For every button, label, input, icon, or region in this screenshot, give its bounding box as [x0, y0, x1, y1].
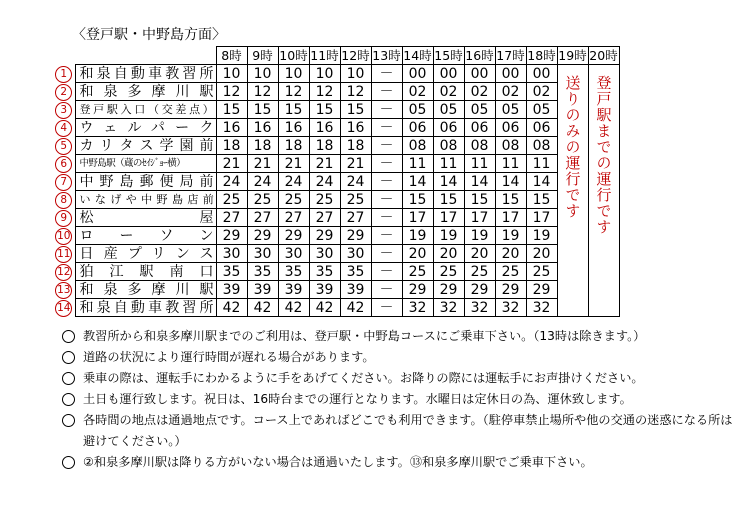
stop-number-cell	[53, 281, 75, 299]
stop-number-badge: 11	[55, 246, 72, 263]
time-cell: 15	[216, 101, 247, 119]
time-cell: 14	[495, 173, 526, 191]
stop-number-cell	[53, 65, 75, 83]
time-cell: －	[371, 191, 402, 209]
note-item	[60, 326, 740, 347]
time-cell: 14	[402, 173, 433, 191]
time-cell: 17	[526, 209, 557, 227]
hour-header: 20時	[589, 47, 618, 63]
time-cell: 11	[464, 155, 495, 173]
time-cell: 42	[278, 299, 309, 317]
stop-number-cell	[53, 83, 75, 101]
circle-bullet-icon	[62, 414, 75, 427]
time-cell: 20	[526, 245, 557, 263]
time-cell: 16	[309, 119, 340, 137]
time-cell: 08	[433, 137, 464, 155]
time-cell: 17	[433, 209, 464, 227]
time-cell: 15	[278, 101, 309, 119]
time-cell: 14	[464, 173, 495, 191]
time-cell: 25	[216, 191, 247, 209]
circle-bullet-icon	[62, 330, 75, 343]
stop-name: 中野島駅（蔵のｾｲｼﾞｮｰ横）	[75, 155, 216, 173]
time-cell: 25	[495, 263, 526, 281]
stop-name: 狛 江 駅 南 口	[75, 263, 216, 281]
time-cell: －	[371, 263, 402, 281]
col-20-note: 登戸駅までの運行です	[594, 75, 613, 235]
stop-number-cell	[53, 209, 75, 227]
stop-number-badge: 4	[55, 120, 72, 137]
time-cell: 27	[309, 209, 340, 227]
stop-number-badge: 6	[55, 156, 72, 173]
time-cell: 10	[309, 65, 340, 83]
table-row	[53, 101, 619, 119]
time-cell: 16	[216, 119, 247, 137]
stop-name: ロ ー ソ ン	[75, 227, 216, 245]
time-cell: 12	[247, 83, 278, 101]
time-cell: 05	[526, 101, 557, 119]
table-row	[53, 209, 619, 227]
hour-header: 14時	[403, 47, 432, 63]
hour-header: 18時	[527, 47, 556, 63]
note-item	[60, 410, 740, 452]
time-cell: 39	[247, 281, 278, 299]
time-cell: 24	[216, 173, 247, 191]
time-cell: 05	[495, 101, 526, 119]
time-cell: 15	[526, 191, 557, 209]
hour-header: 19時	[558, 47, 587, 63]
time-cell: 06	[464, 119, 495, 137]
time-cell: 18	[216, 137, 247, 155]
time-cell: 29	[340, 227, 371, 245]
time-cell: 10	[340, 65, 371, 83]
time-cell: 29	[526, 281, 557, 299]
time-cell: 08	[495, 137, 526, 155]
time-cell: 15	[464, 191, 495, 209]
table-row	[53, 173, 619, 191]
stop-number-badge: 14	[55, 300, 72, 317]
note-text: 教習所から和泉多摩川駅までのご利用は、登戸駅・中野島コースにご乗車下さい。（13時は除きます。）	[83, 329, 646, 343]
time-cell: 16	[247, 119, 278, 137]
time-cell: －	[371, 119, 402, 137]
header-spacer	[75, 47, 216, 65]
time-cell: －	[371, 209, 402, 227]
time-cell: 42	[247, 299, 278, 317]
hour-header: 10時	[279, 47, 308, 63]
time-cell: 39	[309, 281, 340, 299]
note-text: 土日も運行致します。祝日は、16時台までの運行となります。水曜日は定休日の為、運休致します。	[83, 392, 632, 406]
time-cell: 17	[402, 209, 433, 227]
header-spacer	[53, 47, 75, 65]
time-cell: 25	[340, 191, 371, 209]
time-cell: 30	[340, 245, 371, 263]
time-cell: 25	[247, 191, 278, 209]
timetable-body	[53, 47, 619, 317]
note-text: 乗車の際は、運転手にわかるように手をあげてください。お降りの際には運転手にお声掛けください。	[83, 371, 644, 385]
hour-header: 17時	[496, 47, 525, 63]
stop-name: 登戸駅入口（交差点）	[75, 101, 216, 119]
time-cell: 06	[526, 119, 557, 137]
notes-section	[60, 326, 740, 473]
stop-number-cell	[53, 173, 75, 191]
time-cell: －	[371, 173, 402, 191]
stop-name: ウェルパーク	[75, 119, 216, 137]
time-cell: 08	[402, 137, 433, 155]
time-cell: 39	[340, 281, 371, 299]
time-cell: 00	[464, 65, 495, 83]
time-cell: 21	[247, 155, 278, 173]
time-cell: 35	[216, 263, 247, 281]
time-cell: 32	[495, 299, 526, 317]
stop-number-cell	[53, 155, 75, 173]
time-cell: 19	[495, 227, 526, 245]
time-cell: －	[371, 299, 402, 317]
time-cell: 21	[309, 155, 340, 173]
time-cell: 18	[340, 137, 371, 155]
table-row	[53, 299, 619, 317]
table-row	[53, 191, 619, 209]
time-cell: 02	[526, 83, 557, 101]
time-cell: 02	[433, 83, 464, 101]
hour-header: 11時	[310, 47, 339, 63]
stop-number-cell	[53, 137, 75, 155]
time-cell: 21	[216, 155, 247, 173]
time-cell: 30	[247, 245, 278, 263]
time-cell: 35	[247, 263, 278, 281]
stop-number-cell	[53, 119, 75, 137]
stop-name: 和 泉 多 摩 川 駅	[75, 83, 216, 101]
stop-name: 和 泉 多 摩 川 駅	[75, 281, 216, 299]
time-cell: 11	[526, 155, 557, 173]
time-cell: 12	[340, 83, 371, 101]
time-cell: 20	[464, 245, 495, 263]
time-cell: 35	[340, 263, 371, 281]
time-cell: －	[371, 65, 402, 83]
stop-name: 和泉自動車教習所	[75, 299, 216, 317]
note-item	[60, 368, 740, 389]
time-cell: 35	[278, 263, 309, 281]
time-cell: 25	[464, 263, 495, 281]
stop-number-cell	[53, 263, 75, 281]
time-cell: 12	[216, 83, 247, 101]
hour-header: 9時	[247, 47, 278, 65]
table-row	[53, 155, 619, 173]
time-cell: 24	[278, 173, 309, 191]
col-19-note-cell	[557, 65, 588, 317]
hour-header: 15時	[434, 47, 463, 63]
table-row	[53, 227, 619, 245]
time-cell: 12	[278, 83, 309, 101]
time-cell: 20	[433, 245, 464, 263]
note-text: 道路の状況により運行時間が遅れる場合があります。	[83, 350, 375, 364]
time-cell: 16	[340, 119, 371, 137]
time-cell: 25	[433, 263, 464, 281]
time-cell: 02	[402, 83, 433, 101]
time-cell: 29	[495, 281, 526, 299]
time-cell: －	[371, 101, 402, 119]
time-cell: 25	[278, 191, 309, 209]
stop-name: カリタス学園前	[75, 137, 216, 155]
time-cell: 17	[464, 209, 495, 227]
table-row	[53, 83, 619, 101]
stop-name: いなげや中野島店前	[75, 191, 216, 209]
time-cell: 06	[402, 119, 433, 137]
table-row	[53, 263, 619, 281]
time-cell: 18	[278, 137, 309, 155]
stop-number-badge: 13	[55, 282, 72, 299]
stop-number-badge: 5	[55, 138, 72, 155]
time-cell: 14	[526, 173, 557, 191]
time-cell: 24	[309, 173, 340, 191]
time-cell: 27	[340, 209, 371, 227]
time-cell: 32	[464, 299, 495, 317]
time-cell: 18	[247, 137, 278, 155]
circle-bullet-icon	[62, 393, 75, 406]
time-cell: 39	[216, 281, 247, 299]
time-cell: 17	[495, 209, 526, 227]
time-cell: 42	[340, 299, 371, 317]
time-cell: 14	[433, 173, 464, 191]
time-cell: 32	[402, 299, 433, 317]
time-cell: 06	[495, 119, 526, 137]
time-cell: 10	[278, 65, 309, 83]
time-cell: 15	[247, 101, 278, 119]
time-cell: 29	[278, 227, 309, 245]
circle-bullet-icon	[62, 456, 75, 469]
time-cell: 05	[402, 101, 433, 119]
stop-name: 日産プリンス	[75, 245, 216, 263]
time-cell: 29	[464, 281, 495, 299]
time-cell: 11	[495, 155, 526, 173]
stop-number-cell	[53, 191, 75, 209]
hour-header: 16時	[465, 47, 494, 63]
note-item	[60, 389, 740, 410]
time-cell: 15	[433, 191, 464, 209]
time-cell: 35	[309, 263, 340, 281]
time-cell: 10	[247, 65, 278, 83]
stop-name: 松 屋	[75, 209, 216, 227]
time-cell: 11	[402, 155, 433, 173]
time-cell: 29	[402, 281, 433, 299]
time-cell: 21	[278, 155, 309, 173]
time-cell: 27	[216, 209, 247, 227]
time-cell: 06	[433, 119, 464, 137]
time-cell: －	[371, 83, 402, 101]
time-cell: －	[371, 281, 402, 299]
stop-number-cell	[53, 227, 75, 245]
time-cell: 02	[464, 83, 495, 101]
time-cell: 05	[464, 101, 495, 119]
time-cell: 08	[526, 137, 557, 155]
time-cell: 08	[464, 137, 495, 155]
time-cell: 02	[495, 83, 526, 101]
time-cell: 15	[402, 191, 433, 209]
time-cell: 27	[278, 209, 309, 227]
time-cell: 29	[247, 227, 278, 245]
time-cell: 19	[433, 227, 464, 245]
time-cell: 20	[402, 245, 433, 263]
table-row	[53, 281, 619, 299]
time-cell: 42	[216, 299, 247, 317]
col-20-note-cell	[588, 65, 619, 317]
time-cell: 00	[495, 65, 526, 83]
time-cell: 29	[309, 227, 340, 245]
time-cell: 05	[433, 101, 464, 119]
time-cell: 18	[309, 137, 340, 155]
time-cell: 27	[247, 209, 278, 227]
time-cell: 00	[433, 65, 464, 83]
stop-number-cell	[53, 299, 75, 317]
time-cell: 19	[402, 227, 433, 245]
time-cell: 24	[340, 173, 371, 191]
header-row	[53, 47, 619, 65]
note-text: ②和泉多摩川駅は降りる方がいない場合は通過いたします。⑬和泉多摩川駅でご乗車下さい。	[83, 455, 593, 469]
stop-number-cell	[53, 245, 75, 263]
time-cell: 30	[278, 245, 309, 263]
time-cell: 00	[526, 65, 557, 83]
time-cell: 32	[433, 299, 464, 317]
time-cell: 32	[526, 299, 557, 317]
time-cell: 11	[433, 155, 464, 173]
time-cell: 25	[526, 263, 557, 281]
time-cell: 25	[402, 263, 433, 281]
table-row	[53, 119, 619, 137]
stop-name: 中野島郵便局前	[75, 173, 216, 191]
time-cell: 30	[216, 245, 247, 263]
time-cell: 30	[309, 245, 340, 263]
time-cell: 20	[495, 245, 526, 263]
circle-bullet-icon	[62, 351, 75, 364]
hour-header: 8時	[216, 47, 247, 65]
time-cell: 29	[216, 227, 247, 245]
time-cell: －	[371, 245, 402, 263]
col-19-note: 送りのみの運行です	[563, 75, 582, 219]
stop-number-badge: 1	[55, 66, 72, 83]
stop-number-badge: 8	[55, 192, 72, 209]
stop-number-badge: 2	[55, 84, 72, 101]
time-cell: 10	[216, 65, 247, 83]
time-cell: 42	[309, 299, 340, 317]
hour-header: 12時	[341, 47, 370, 63]
stop-number-badge: 7	[55, 174, 72, 191]
note-item	[60, 452, 740, 473]
stop-name: 和泉自動車教習所	[75, 65, 216, 83]
stop-number-badge: 3	[55, 102, 72, 119]
time-cell: 00	[402, 65, 433, 83]
table-row	[53, 65, 619, 83]
time-cell: 21	[340, 155, 371, 173]
direction-title: 〈登戸駅・中野島方面〉	[72, 27, 226, 43]
time-cell: 16	[278, 119, 309, 137]
note-item	[60, 347, 740, 368]
time-cell: 24	[247, 173, 278, 191]
time-cell: －	[371, 155, 402, 173]
time-cell: 39	[278, 281, 309, 299]
hour-header: 13時	[372, 47, 401, 63]
time-cell: 15	[340, 101, 371, 119]
stop-number-cell	[53, 101, 75, 119]
time-cell: 19	[464, 227, 495, 245]
table-row	[53, 137, 619, 155]
time-cell: －	[371, 137, 402, 155]
time-cell: 25	[309, 191, 340, 209]
stop-number-badge: 12	[55, 264, 72, 281]
time-cell: 29	[433, 281, 464, 299]
timetable	[53, 46, 620, 317]
time-cell: 15	[309, 101, 340, 119]
time-cell: 12	[309, 83, 340, 101]
time-cell: －	[371, 227, 402, 245]
stop-number-badge: 9	[55, 210, 72, 227]
note-text: 各時間の地点は通過地点です。コース上であればどこでも利用できます。（駐停車禁止場所や他の交通の迷惑になる所は避けてください。）	[83, 413, 733, 448]
time-cell: 19	[526, 227, 557, 245]
stop-number-badge: 10	[55, 228, 72, 245]
circle-bullet-icon	[62, 372, 75, 385]
table-row	[53, 245, 619, 263]
time-cell: 15	[495, 191, 526, 209]
